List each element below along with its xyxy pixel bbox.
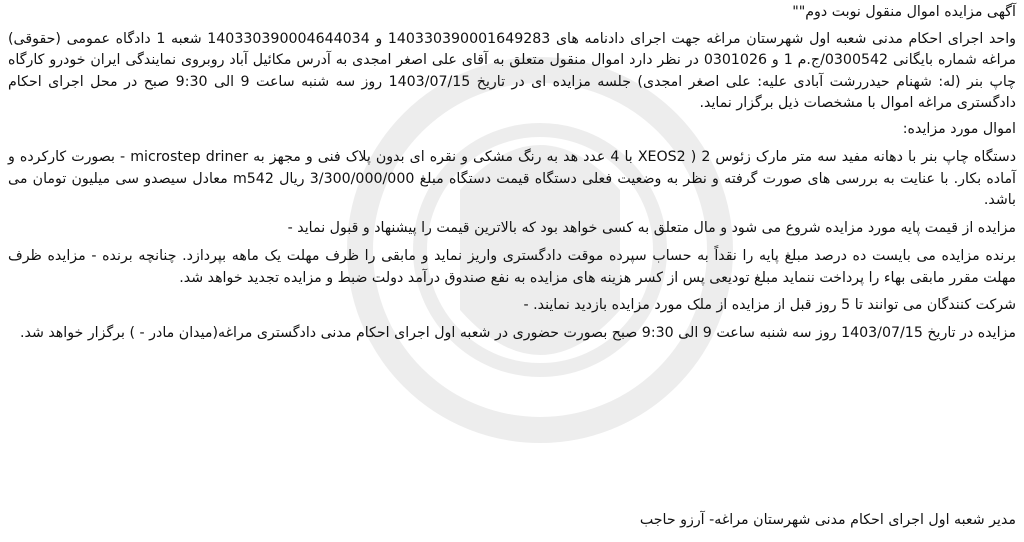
intro-paragraph: واحد اجرای احکام مدنی شعبه اول شهرستان مراغه جهت اجرای دادنامه های 140330390001649283 و 140330390004644034 شعبه 1 دادگاه عمومی (حقوقی) مراغه شماره بایگانی 0300542/ج.م 1 و 0301026 در نظر دارد اموال منقول متعلق به آقای علی اصغر امجدی به آدرس مکائیل آباد روبروی نمایندگی ایران خودرو کارگاه چاپ بنر (له: شهنام حیدررشت آبادی علیه: علی اصغر امجدی) جلسه مزایده ای در تاریخ 1403/07/15 روز سه شنبه ساعت 9 الی 9:30 صبح در محل اجرای احکام دادگستری مراغه اموال با مشخصات ذیل برگزار نماید. (8, 30, 1017, 111)
auction-date-paragraph: مزایده در تاریخ 1403/07/15 روز سه شنبه ساعت 9 الی 9:30 صبح بصورت حضوری در شعبه اول اجرای احکام مدنی دادگستری مراغه(میدان مادر - ) برگزار خواهد شد. (20, 324, 1016, 341)
items-heading: اموال مورد مزایده: (902, 120, 1016, 137)
winner-payment-paragraph: برنده مزایده می بایست ده درصد مبلغ پایه را نقداً به حساب سپرده موقت دادگستری واریز نماید و مابقی را ظرف مهلت یک ماهه بپردازد. چنانچه برنده - مزایده ظرف مهلت مقرر مابقی بهاء را پرداخت ننماید مبلغ تودیعی پس از کسر هزینه های مزایده به نفع صندوق درآمد دولت ضبط و مزایده تجدید خواهد شد. (8, 248, 1016, 286)
visit-paragraph: شرکت کنندگان می توانند تا 5 روز قبل از مزایده از ملک مورد مزایده بازدید نمایند. - (523, 297, 1016, 313)
notice-title: آگهی مزایده اموال منقول نوبت دوم"" (792, 4, 1016, 20)
item-description-paragraph: دستگاه چاپ بنر با دهانه مفید سه متر مارک زئوس 2 ( XEOS2 با 4 عدد هد به رنگ مشکی و نقره ای بدون پلاک فنی و مجهز به microstep driner - بصورت کارکرده و آماده بکار. با عنایت به بررسی های صورت گرفته و نظر به وضعیت فعلی دستگاه قیمت دستگاه مبلغ 3/300/000/000 ریال m542 معادل سیصدو سی میلیون تومان می باشد. (8, 149, 1017, 208)
auction-base-price-paragraph: مزایده از قیمت پایه مورد مزایده شروع می شود و مال متعلق به کسی خواهد بود که بالاترین قیمت را پیشنهاد و قبول نماید - (287, 219, 1016, 236)
notice-body (8, 2, 1016, 344)
signature-line: مدیر شعبه اول اجرای احکام مدنی شهرستان مراغه- آرزو حاجب (639, 512, 1016, 528)
